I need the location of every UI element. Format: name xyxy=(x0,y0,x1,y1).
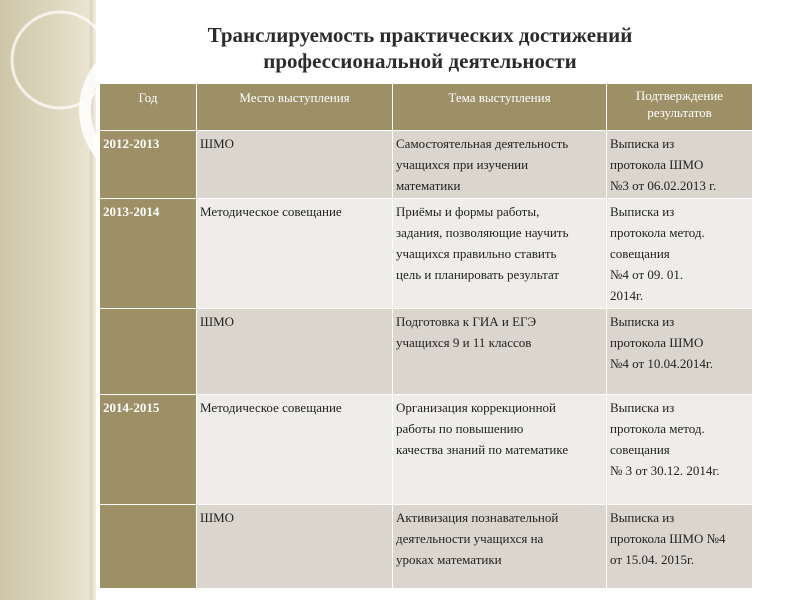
header-confirmation-line-2: результатов xyxy=(647,105,712,120)
title-line-1: Транслируемость практических достижений xyxy=(207,23,633,47)
confirmation-line: протокола ШМО xyxy=(610,157,704,172)
table-row xyxy=(100,131,753,199)
confirmation-line: Выписка из xyxy=(610,400,675,415)
year-cell: 2013-2014 xyxy=(100,199,197,309)
topic-line: учащихся при изучении xyxy=(396,157,529,172)
confirmation-line: Выписка из xyxy=(610,136,675,151)
place-cell: ШМО xyxy=(197,505,393,589)
topic-line: деятельности учащихся на xyxy=(396,531,544,546)
confirmation-line: 2014г. xyxy=(610,288,644,303)
place-cell: ШМО xyxy=(197,309,393,395)
header-year: Год xyxy=(100,84,197,131)
confirmation-line: совещания xyxy=(610,442,670,457)
confirmation-line: протокола метод. xyxy=(610,421,705,436)
header-confirmation xyxy=(607,84,753,131)
topic-line: цель и планировать результат xyxy=(396,267,560,282)
topic-line: Подготовка к ГИА и ЕГЭ xyxy=(396,314,537,329)
confirmation-cell xyxy=(607,131,753,199)
topic-cell xyxy=(393,131,607,199)
table-header-row xyxy=(100,84,753,131)
confirmation-line: протокола метод. xyxy=(610,225,705,240)
confirmation-cell xyxy=(607,395,753,505)
table-row xyxy=(100,395,753,505)
topic-line: учащихся 9 и 11 классов xyxy=(396,335,532,350)
confirmation-line: от 15.04. 2015г. xyxy=(610,552,695,567)
topic-line: Организация коррекционной xyxy=(396,400,556,415)
confirmation-line: протокола ШМО xyxy=(610,335,704,350)
achievements-table xyxy=(99,83,753,589)
year-cell xyxy=(100,309,197,395)
topic-line: Самостоятельная деятельность xyxy=(396,136,569,151)
topic-cell xyxy=(393,309,607,395)
topic-cell xyxy=(393,395,607,505)
header-topic: Тема выступления xyxy=(393,84,607,131)
table-row xyxy=(100,505,753,589)
topic-line: Приёмы и формы работы, xyxy=(396,204,540,219)
year-cell xyxy=(100,505,197,589)
place-cell: ШМО xyxy=(197,131,393,199)
confirmation-cell xyxy=(607,199,753,309)
confirmation-cell xyxy=(607,309,753,395)
topic-line: задания, позволяющие научить xyxy=(396,225,569,240)
confirmation-line: Выписка из xyxy=(610,314,675,329)
topic-cell xyxy=(393,199,607,309)
topic-cell xyxy=(393,505,607,589)
confirmation-line: №3 от 06.02.2013 г. xyxy=(610,178,717,193)
confirmation-line: Выписка из xyxy=(610,204,675,219)
confirmation-line: №4 от 09. 01. xyxy=(610,267,684,282)
topic-line: Активизация познавательной xyxy=(396,510,559,525)
confirmation-line: Выписка из xyxy=(610,510,675,525)
confirmation-line: протокола ШМО №4 xyxy=(610,531,726,546)
confirmation-line: №4 от 10.04.2014г. xyxy=(610,356,714,371)
slide-title xyxy=(120,22,720,74)
title-line-2: профессиональной деятельности xyxy=(263,49,577,73)
table-row xyxy=(100,309,753,395)
table-row xyxy=(100,199,753,309)
confirmation-cell xyxy=(607,505,753,589)
topic-line: уроках математики xyxy=(396,552,502,567)
header-confirmation-line-1: Подтверждение xyxy=(635,88,724,103)
header-place: Место выступления xyxy=(197,84,393,131)
place-cell: Методическое совещание xyxy=(197,395,393,505)
confirmation-line: № 3 от 30.12. 2014г. xyxy=(610,463,720,478)
topic-line: работы по повышению xyxy=(396,421,524,436)
place-cell: Методическое совещание xyxy=(197,199,393,309)
topic-line: учащихся правильно ставить xyxy=(396,246,557,261)
year-cell: 2014-2015 xyxy=(100,395,197,505)
topic-line: математики xyxy=(396,178,461,193)
year-cell: 2012-2013 xyxy=(100,131,197,199)
confirmation-line: совещания xyxy=(610,246,670,261)
topic-line: качества знаний по математике xyxy=(396,442,569,457)
